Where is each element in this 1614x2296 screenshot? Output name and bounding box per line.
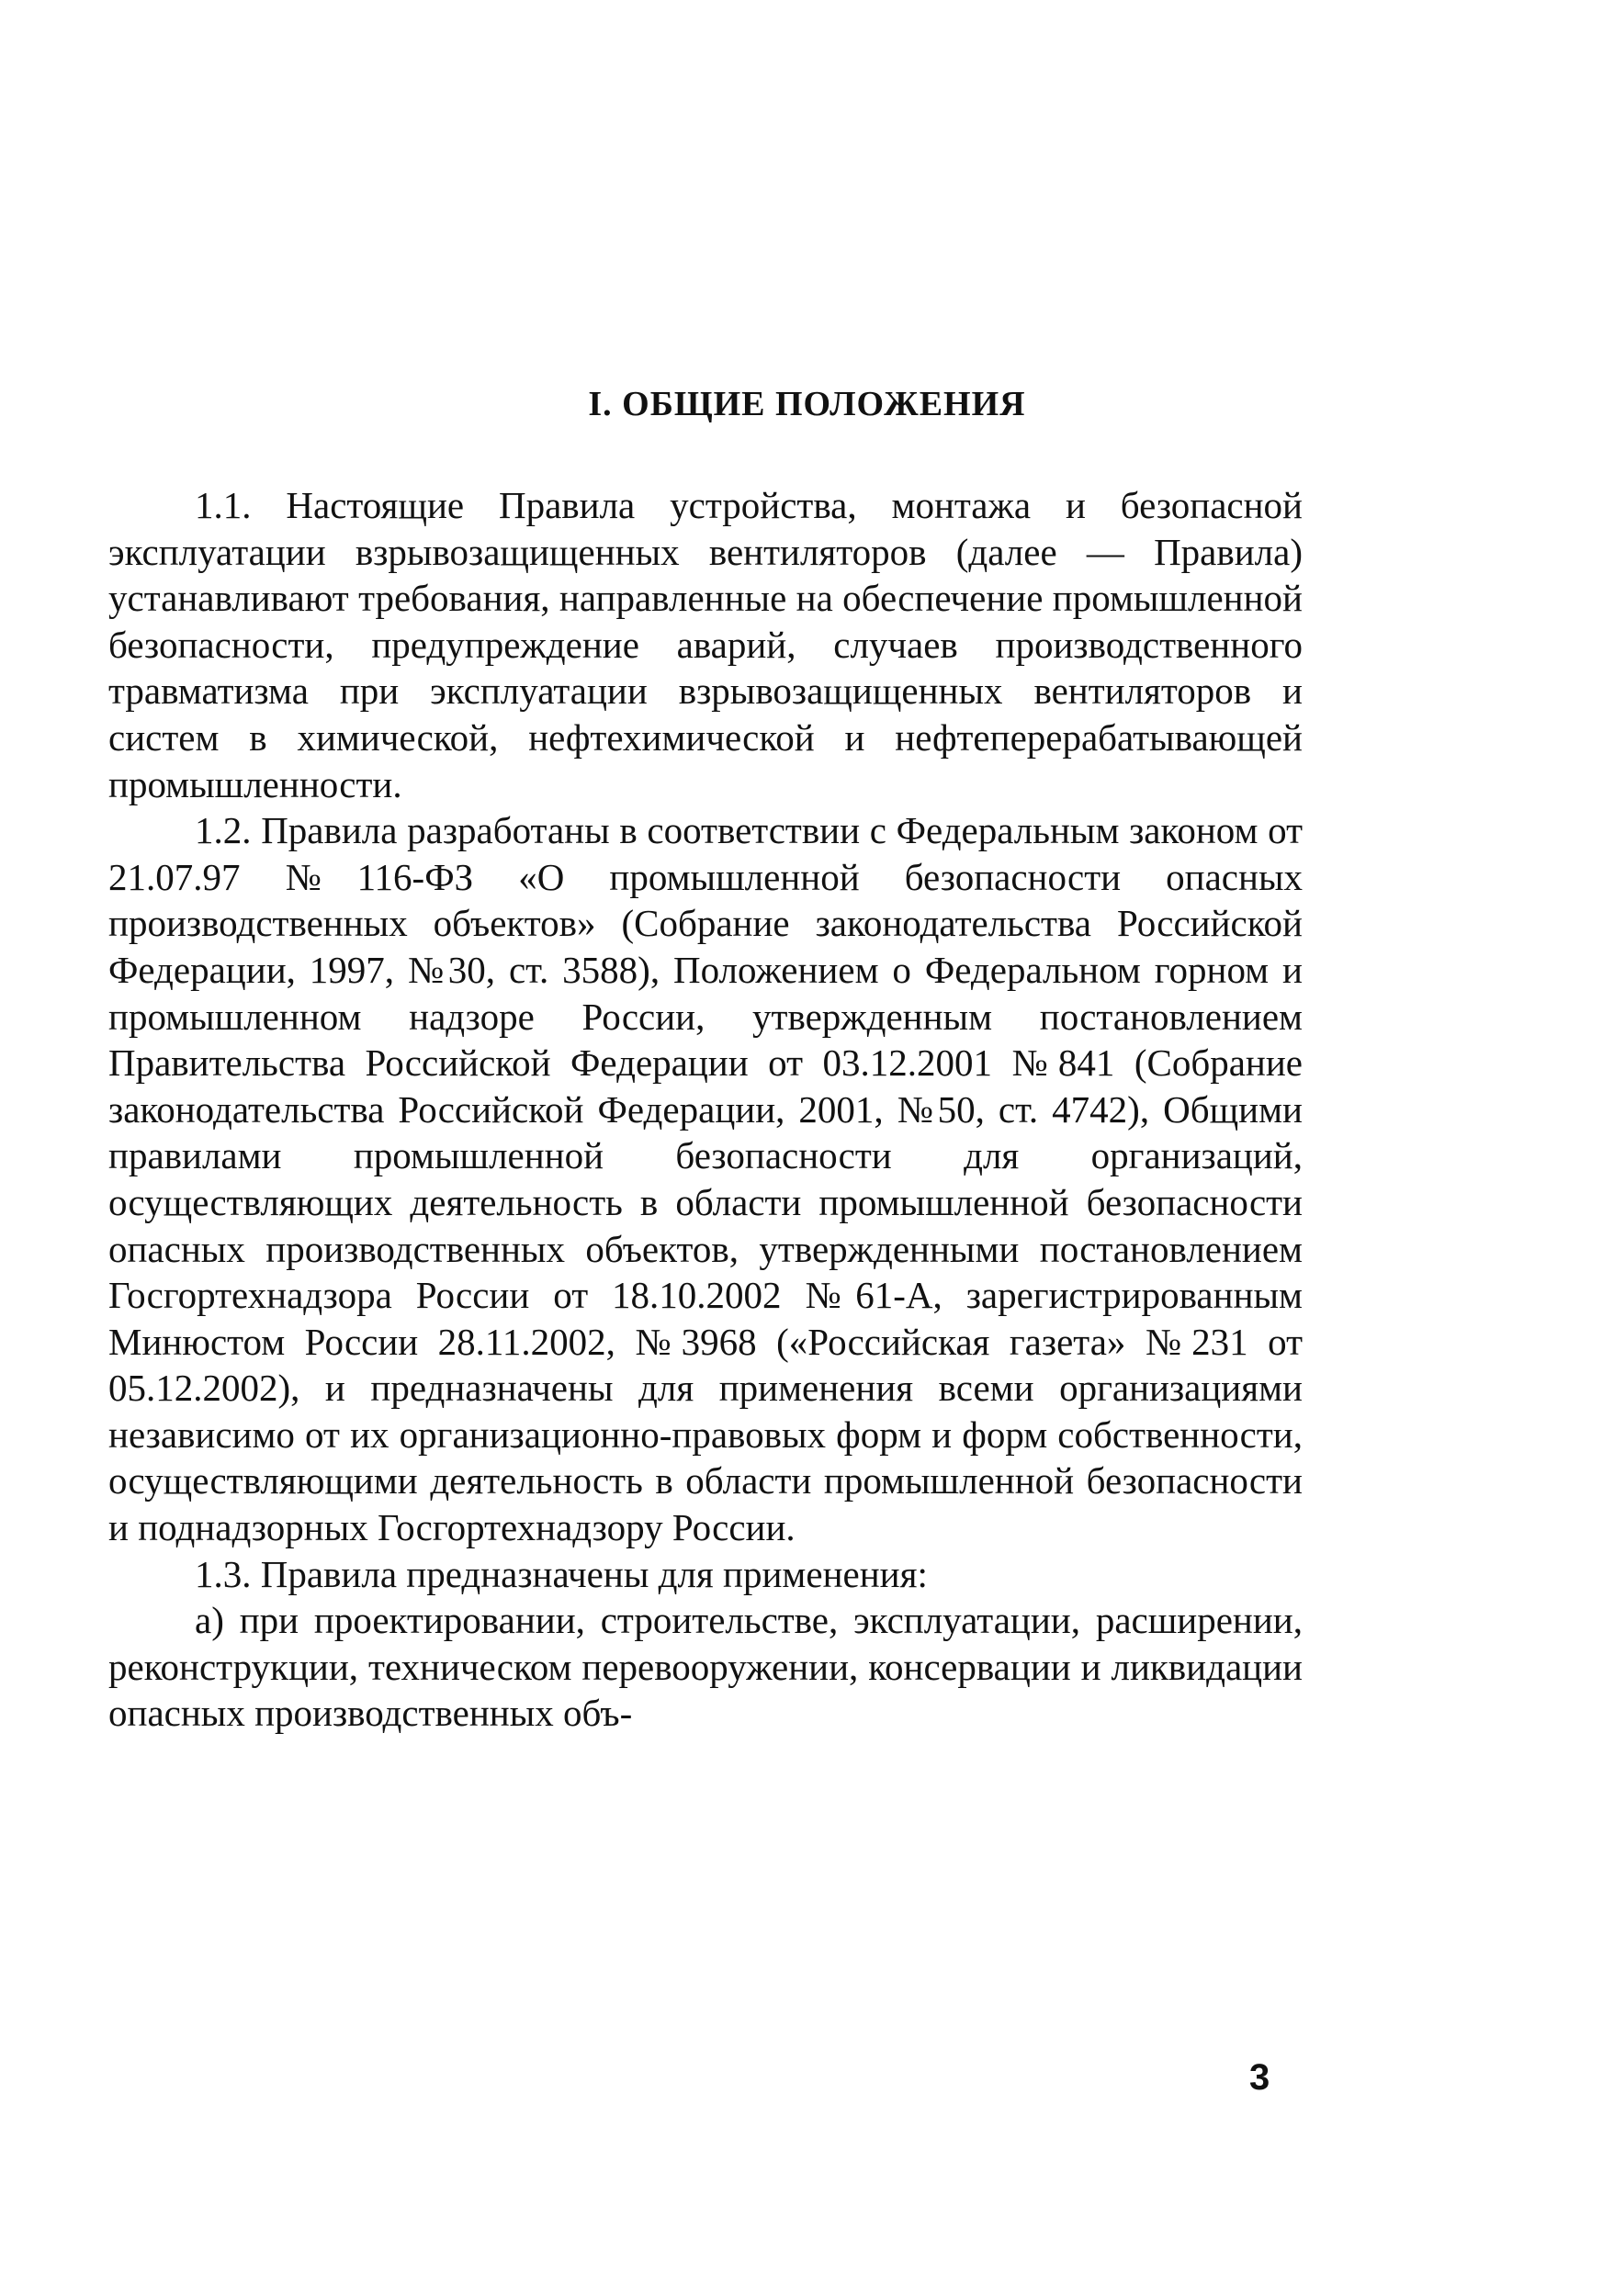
- section-heading: I. ОБЩИЕ ПОЛОЖЕНИЯ: [588, 385, 1026, 423]
- paragraph-1-2: 1.2. Правила разработаны в соответствии с Федеральным законом от 21.07.97 №116-ФЗ «О промышленной безопасности опасных производственных объектов» (Собрание законодательства Российской Федерации, 1997, №30, ст. 3588), Положением о Федеральном горном и промышленном надзоре России, утвержденным постановлением Правительства Российской Федерации от 03.12.2001 №841 (Собрание законодательства Российской Федерации, 2001, №50, ст. 4742), Общими правилами промышленной безопасности для организаций, осуществляющих деятельность в области промышленной безопасности опасных производственных объектов, утвержденными постановлением Госгортехнадзора России от 18.10.2002 №61-А, зарегистрированным Минюстом России 28.11.2002, №3968 («Российская газета» №231 от 05.12.2002), и предназначены для применения всеми организациями независимо от их организационно-правовых форм и форм собственности, осуществляющими деятельность в области промышленной безопасности и поднадзорных Госгортехнадзору России.: [108, 809, 1303, 1549]
- paragraph-1-3-a: а) при проектировании, строительстве, эксплуатации, расширении, реконструкции, техническом перевооружении, консервации и ликвидации опасных производственных объ-: [108, 1599, 1303, 1735]
- paragraph-1-1: 1.1. Настоящие Правила устройства, монтажа и безопасной эксплуатации взрывозащищенных вентиляторов (далее — Правила) устанавливают требования, направленные на обеспечение промышленной безопасности, предупреждение аварий, случаев производственного травматизма при эксплуатации взрывозащищенных вентиляторов и систем в химической, нефтехимической и нефтеперерабатывающей промышленности.: [108, 484, 1303, 805]
- page-number: 3: [1249, 2057, 1270, 2098]
- body-text: [108, 482, 1303, 1737]
- paragraph-1-3: 1.3. Правила предназначены для применения:: [195, 1552, 928, 1595]
